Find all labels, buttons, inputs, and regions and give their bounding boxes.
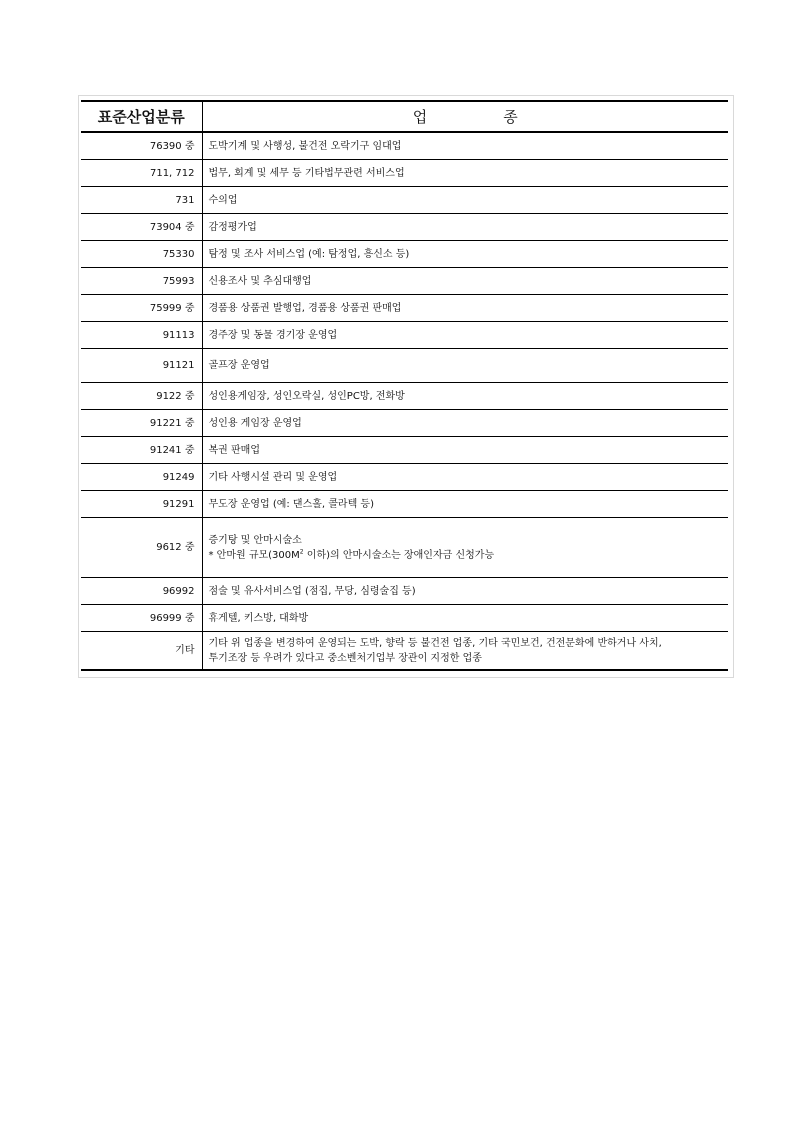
table-row — [81, 322, 728, 349]
row-code: 96999 중 — [81, 605, 202, 632]
row-code: 711, 712 — [81, 160, 202, 187]
row-description: 성인용 게임장 운영업 — [202, 410, 728, 437]
row-code: 91241 중 — [81, 437, 202, 464]
table-row — [81, 464, 728, 491]
table-row — [81, 632, 728, 671]
row-description: 감정평가업 — [202, 214, 728, 241]
row-description: 기타 사행시설 관리 및 운영업 — [202, 464, 728, 491]
row-code: 76390 중 — [81, 132, 202, 160]
table-row — [81, 187, 728, 214]
row-description: 성인용게임장, 성인오락실, 성인PC방, 전화방 — [202, 383, 728, 410]
row-description: 신용조사 및 추심대행업 — [202, 268, 728, 295]
row-description: 골프장 운영업 — [202, 349, 728, 383]
header-standard-industry-code: 표준산업분류 — [81, 101, 202, 132]
row-code: 9122 중 — [81, 383, 202, 410]
table-row — [81, 214, 728, 241]
table-row — [81, 268, 728, 295]
table-row — [81, 578, 728, 605]
row-code: 91113 — [81, 322, 202, 349]
header-business-type — [202, 101, 728, 132]
note-text-post: 이하)의 안마시술소는 장애인자금 신청가능 — [303, 549, 495, 561]
row-description-line-2: 투기조장 등 우려가 있다고 중소벤처기업부 장관이 지정한 업종 — [208, 652, 482, 664]
row-code: 91291 — [81, 491, 202, 518]
table-row — [81, 241, 728, 268]
row-code: 75999 중 — [81, 295, 202, 322]
row-code: 91121 — [81, 349, 202, 383]
row-description: 도박기계 및 사행성, 불건전 오락기구 임대업 — [202, 132, 728, 160]
row-description: 탐정 및 조사 서비스업 (예: 탐정업, 흥신소 등) — [202, 241, 728, 268]
row-code: 91249 — [81, 464, 202, 491]
table-row — [81, 383, 728, 410]
row-code: 9612 중 — [81, 518, 202, 578]
row-description-main: 증기탕 및 안마시술소 — [208, 534, 302, 546]
row-description: 휴게텔, 키스방, 대화방 — [202, 605, 728, 632]
row-description: 경품용 상품권 발행업, 경품용 상품권 판매업 — [202, 295, 728, 322]
table-row — [81, 410, 728, 437]
table-row — [81, 437, 728, 464]
row-description: 경주장 및 동물 경기장 운영업 — [202, 322, 728, 349]
table-header-row — [81, 101, 728, 132]
row-code: 91221 중 — [81, 410, 202, 437]
row-code: 75330 — [81, 241, 202, 268]
table-row — [81, 349, 728, 383]
table-row — [81, 295, 728, 322]
industry-table — [81, 100, 728, 671]
row-description — [202, 518, 728, 578]
header-business-type-char-2: 종 — [503, 108, 518, 126]
header-business-type-char-1: 업 — [412, 108, 428, 126]
row-code: 73904 중 — [81, 214, 202, 241]
row-description-line-1: 기타 위 업종을 변경하여 운영되는 도박, 향락 등 불건전 업종, 기타 국민보건, 건전문화에 반하거나 사치, — [208, 637, 662, 649]
row-description: 수의업 — [202, 187, 728, 214]
row-description: 점술 및 유사서비스업 (점집, 무당, 심령술집 등) — [202, 578, 728, 605]
table-row — [81, 518, 728, 578]
table-row — [81, 491, 728, 518]
row-code: 731 — [81, 187, 202, 214]
table-row — [81, 160, 728, 187]
row-description — [202, 632, 728, 671]
row-description-note — [209, 548, 723, 563]
row-description: 복권 판매업 — [202, 437, 728, 464]
row-description: 법무, 회계 및 세무 등 기타법무관련 서비스업 — [202, 160, 728, 187]
row-code: 96992 — [81, 578, 202, 605]
table-row — [81, 605, 728, 632]
row-code: 75993 — [81, 268, 202, 295]
row-description: 무도장 운영업 (예: 댄스홀, 콜라텍 등) — [202, 491, 728, 518]
note-superscript: 2 — [299, 548, 304, 556]
row-code: 기타 — [81, 632, 202, 671]
note-text-pre: * 안마원 규모(300M — [208, 549, 300, 561]
table-row — [81, 132, 728, 160]
